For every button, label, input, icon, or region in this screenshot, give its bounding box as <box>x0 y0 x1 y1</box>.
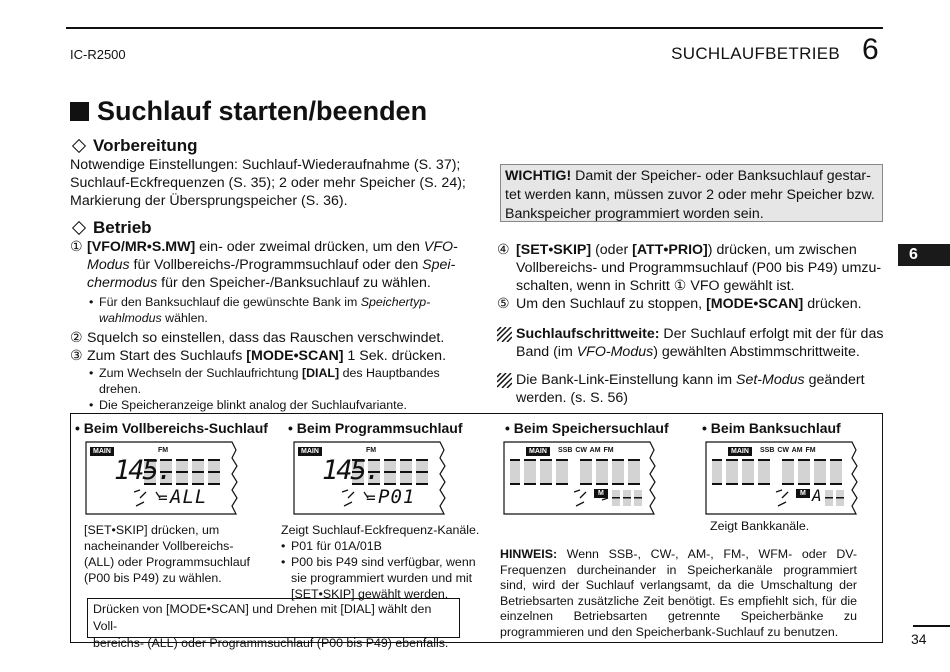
step-text: drücken. <box>803 296 862 312</box>
panel-heading-programm: • Beim Programmsuchlauf <box>288 420 463 436</box>
lcd-mode-indicators: SSB CW AM FM <box>760 447 816 454</box>
footer-rule <box>913 625 950 627</box>
wichtig-line: tet werden kann, müssen zuvor 2 oder mehr Speicher bzw. <box>505 187 875 203</box>
panel-heading-speicher: • Beim Speichersuchlauf <box>505 420 669 436</box>
tip-em: Set-Modus <box>736 372 805 388</box>
model-label: IC-R2500 <box>70 47 126 62</box>
betrieb-steps-right <box>497 241 885 313</box>
tip-text: ) gewählten Abstimmschrittweite. <box>653 344 860 360</box>
tip-em: VFO-Modus <box>576 344 654 360</box>
step-text: für den Speicher-/Banksuchlauf zu wählen. <box>157 275 431 291</box>
vorbereitung-line: Markierung der Übersprungspeicher (S. 36). <box>70 193 348 209</box>
step-number: ① <box>70 239 83 255</box>
hinweis-label: HINWEIS: <box>500 547 558 561</box>
step-2 <box>70 329 460 347</box>
step-text: Vollbereichs- und Programmsuchlauf (P00 bis P49) umzu- <box>516 260 882 276</box>
step-number: ③ <box>70 348 83 364</box>
step-3 <box>70 347 460 365</box>
tip-step-width <box>497 325 885 361</box>
key-att-prio: [ATT•PRIO] <box>632 242 708 258</box>
note-line: Drücken von [MODE•SCAN] und Drehen mit [DIAL] wählt den Voll- <box>93 602 432 633</box>
vorbereitung-line: Suchlauf-Eckfrequenzen (S. 35); 2 oder mehr Speicher (S. 24); <box>70 175 466 191</box>
desc-line: (ALL) oder Programmsuchlauf <box>84 555 250 569</box>
header-rule <box>66 27 883 29</box>
section-title <box>70 96 427 127</box>
desc-line: P01 für 01A/01B <box>291 539 382 553</box>
wichtig-line: Bankspeicher programmiert worden sein. <box>505 206 764 222</box>
step-text: Squelch so einstellen, dass das Rauschen verschwindet. <box>87 330 445 346</box>
lcd-mode-fm: FM <box>366 447 377 454</box>
step-number: ② <box>70 330 83 346</box>
lcd-frequency: 145. <box>322 455 380 486</box>
step-number: ⑤ <box>497 296 510 312</box>
lcd-minus-sign: = <box>158 488 168 507</box>
desc-bullet: • P00 bis P49 sind verfügbar, wenn sie programmiert wurden und mit [SET•SKIP] gewählt werden. <box>281 555 476 601</box>
lcd-main-indicator: MAIN <box>728 447 752 456</box>
chapter-title: SUCHLAUFBETRIEB <box>671 44 840 63</box>
step-1 <box>70 238 460 292</box>
bullet-text: des Hauptbandes <box>339 366 440 380</box>
bullet-em: Speichertyp- <box>360 295 431 309</box>
lcd-main-indicator: MAIN <box>90 447 114 456</box>
vorbereitung-line: Notwendige Einstellungen: Suchlauf-Wiederaufnahme (S. 37); <box>70 157 461 173</box>
step-text: ) drücken, um zwischen <box>707 242 857 258</box>
step-em: Spei- <box>422 257 456 273</box>
lcd-display-bank <box>704 440 862 516</box>
lcd-frequency: 145. <box>114 455 172 486</box>
lcd-display-programm <box>292 440 450 516</box>
vorbereitung-heading <box>70 136 198 156</box>
lcd-mode-indicators: SSB CW AM FM <box>558 447 614 454</box>
bullet-em: wahlmodus <box>99 311 162 325</box>
tip-text: Die Bank-Link-Einstellung kann im <box>516 372 737 388</box>
desc-line: sie programmiert wurden und mit <box>291 571 473 585</box>
step-5 <box>497 295 885 313</box>
wichtig-line: Damit der Speicher- oder Banksuchlauf gestar- <box>571 168 871 184</box>
step-text: Zum Start des Suchlaufs <box>87 348 247 364</box>
lcd-memory-indicator: M <box>796 489 810 498</box>
step-1-bullet: • Für den Banksuchlauf die gewünschte Bank im Speichertyp- wahlmodus wählen. <box>89 295 431 325</box>
key-mode-scan: [MODE•SCAN] <box>246 348 344 364</box>
step-text: (oder <box>591 242 633 258</box>
betrieb-steps-left <box>70 238 460 413</box>
panel-desc-programm <box>281 522 491 602</box>
tip-text: geändert <box>804 372 865 388</box>
step-em: Modus <box>87 257 130 273</box>
bullet-text: Die Speicheranzeige blinkt analog der Suchlaufvariante. <box>99 398 407 412</box>
vorbereitung-text <box>70 156 466 210</box>
bullet-text: wählen. <box>161 311 208 325</box>
tip-label: Suchlaufschrittweite: <box>516 326 660 342</box>
step-4 <box>497 241 885 295</box>
hint-hatch-icon <box>497 327 512 342</box>
tip-text: Band (im <box>516 344 577 360</box>
key-vfo-mr: [VFO/MR•S.MW] <box>87 239 196 255</box>
lcd-scan-mode: ALL <box>170 486 208 508</box>
chapter-number: 6 <box>862 33 879 66</box>
desc-bullet: • P01 für 01A/01B <box>281 539 382 553</box>
step-text: 1 Sek. drücken. <box>343 348 447 364</box>
panel-heading-bank: • Beim Banksuchlauf <box>702 420 841 436</box>
step-number: ④ <box>497 242 510 258</box>
step-em: VFO- <box>423 239 458 255</box>
desc-line: nacheinander Vollbereichs- <box>84 539 234 553</box>
desc-line: [SET•SKIP] gewählt werden. <box>291 587 449 601</box>
tip-bank-link <box>497 371 885 407</box>
betrieb-heading <box>70 218 152 238</box>
key-set-skip: [SET•SKIP] <box>516 242 592 258</box>
step-text: Um den Suchlauf zu stoppen, <box>516 296 707 312</box>
panel-desc-bank: Zeigt Bankkanäle. <box>710 519 810 533</box>
panel-heading-vollbereich: • Beim Vollbereichs-Suchlauf <box>75 420 268 436</box>
scan-note-box <box>87 598 460 650</box>
step-3-bullet: • Zum Wechseln der Suchlaufrichtung [DIAL] des Hauptbandes drehen. <box>89 366 440 396</box>
lcd-program-channel: P01 <box>378 486 416 508</box>
desc-line: P00 bis P49 sind verfügbar, wenn <box>291 555 476 569</box>
wichtig-box <box>500 164 883 222</box>
diamond-icon <box>72 139 86 153</box>
page-number: 34 <box>911 631 927 647</box>
vorbereitung-heading-text: Vorbereitung <box>93 136 198 155</box>
tip-text: Der Suchlauf erfolgt mit der für das <box>659 326 884 342</box>
step-text: schalten, wenn in Schritt ① VFO gewählt ist. <box>516 278 795 294</box>
wichtig-label: WICHTIG! <box>505 168 572 184</box>
lcd-display-vollbereich <box>84 440 242 516</box>
desc-line: Zeigt Suchlauf-Eckfrequenz-Kanäle. <box>281 523 480 537</box>
lcd-bank-letter: A <box>812 486 822 505</box>
step-text: für Vollbereichs-/Programmsuchlauf oder den <box>129 257 423 273</box>
bullet-text: Für den Banksuchlauf die gewünschte Bank im <box>99 295 361 309</box>
section-title-text: Suchlauf starten/beenden <box>97 96 428 126</box>
bullet-text: drehen. <box>99 382 142 396</box>
hint-hatch-icon <box>497 373 512 388</box>
step-text: ein- oder zweimal drücken, um den <box>195 239 424 255</box>
desc-line: [SET•SKIP] drücken, um <box>84 523 220 537</box>
lcd-minus-sign: = <box>366 488 376 507</box>
tip-text: werden. (s. S. 56) <box>516 390 628 406</box>
hinweis-body: Wenn SSB-, CW-, AM-, FM-, WFM- oder DV-Frequenzen durcheinander in Speicherkanäle programmiert sind, wird der Suchlauf verlangsamt, da die Umschaltung der Betriebsarten zusätzliche Zeit benötigt. Es empfiehlt sich, für die einzelnen Betriebsarten getrennte Speicherbänke zu programmieren und den Speicherbank-Suchlauf zu benutzen. <box>500 547 857 639</box>
lcd-memory-indicator: M <box>594 489 608 498</box>
note-line: bereichs- (ALL) oder Programmsuchlauf (P00 bis P49) ebenfalls. <box>93 636 449 650</box>
lcd-mode-fm: FM <box>158 447 169 454</box>
desc-line: (P00 bis P49) zu wählen. <box>84 571 222 585</box>
lcd-main-indicator: MAIN <box>298 447 322 456</box>
lcd-main-indicator: MAIN <box>526 447 550 456</box>
lcd-display-speicher <box>502 440 660 516</box>
square-bullet-icon <box>70 102 89 121</box>
step-3-bullet: • Die Speicheranzeige blinkt analog der Suchlaufvariante. <box>89 398 407 412</box>
bullet-text: Zum Wechseln der Suchlaufrichtung <box>99 366 302 380</box>
key-dial: [DIAL] <box>301 366 340 380</box>
panel-desc-vollbereich <box>84 522 250 586</box>
hinweis-text <box>500 547 857 640</box>
key-mode-scan: [MODE•SCAN] <box>706 296 804 312</box>
chapter-side-tab: 6 <box>898 244 950 266</box>
diamond-icon <box>72 221 86 235</box>
betrieb-heading-text: Betrieb <box>93 218 152 237</box>
step-em: chermodus <box>87 275 158 291</box>
